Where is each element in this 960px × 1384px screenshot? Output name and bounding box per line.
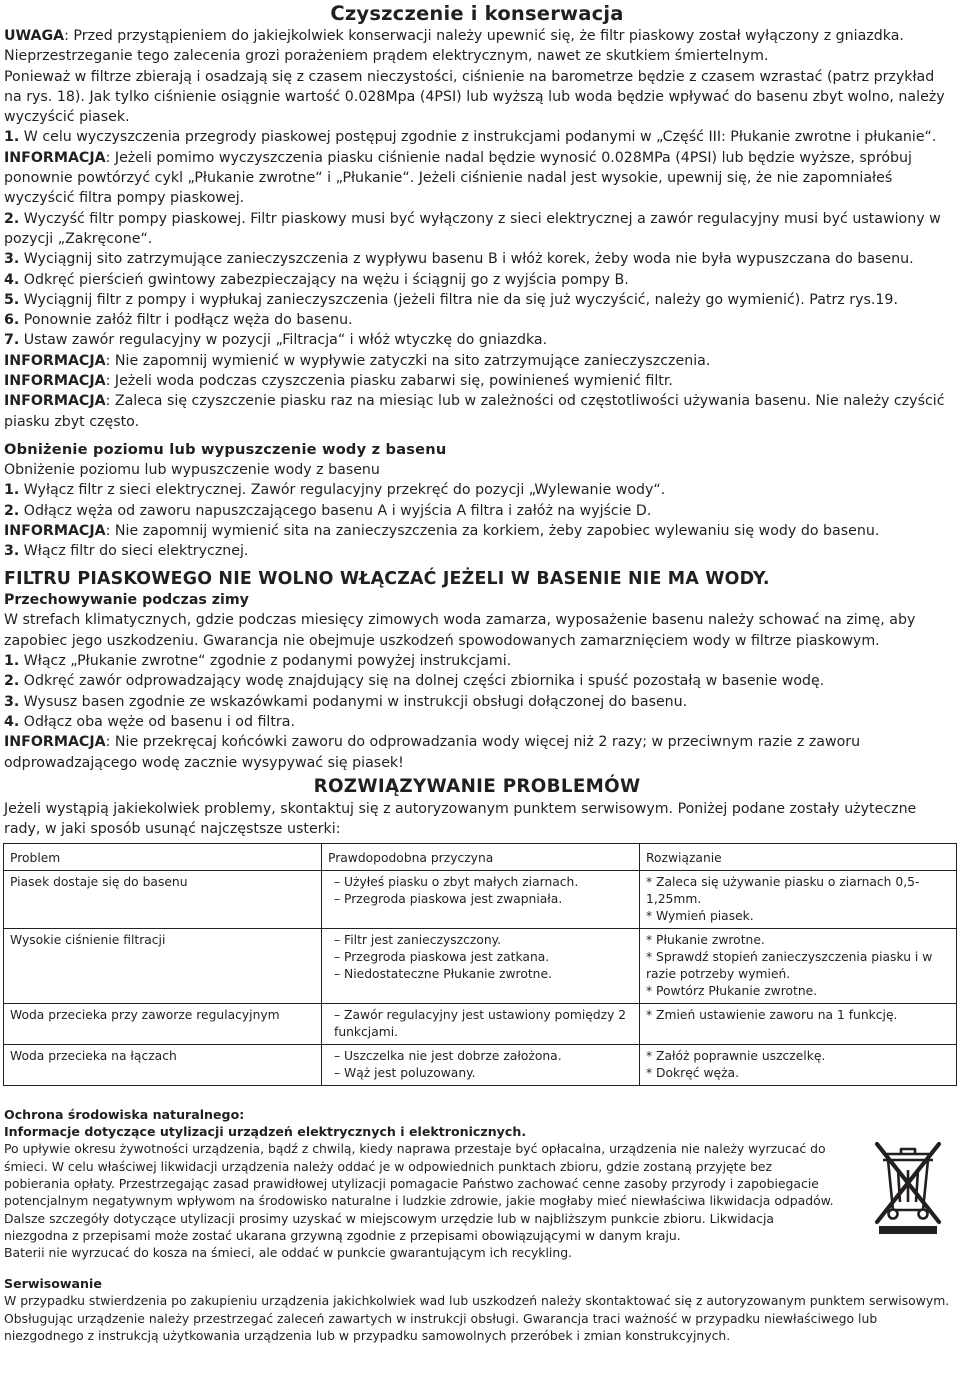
step-number: 5.: [4, 291, 20, 308]
cleaning-step-6: [4, 310, 950, 330]
step-text: Ponownie załóż filtr i podłącz węża do basenu.: [19, 312, 353, 329]
winter-heading: Przechowywanie podczas zimy: [4, 592, 249, 609]
cause-cell: [322, 1045, 640, 1086]
winter-intro: W strefach klimatycznych, gdzie podczas miesięcy zimowych woda zamarza, wyposażenie basenu należy schować na zimę, aby zapobiec jego uszkodzeniu. Gwarancja nie obejmuje uszkodzeń spowodowanych zamarznięciem wody w filtrze piaskowym.: [4, 612, 916, 649]
info-label: INFORMACJA: [4, 393, 106, 410]
table-row: [4, 1004, 957, 1045]
problem-cell: Woda przecieka na łączach: [4, 1045, 322, 1086]
cleaning-step-4: [4, 270, 950, 290]
environment-heading: Ochrona środowiska naturalnego:: [4, 1107, 245, 1123]
lowering-section: [4, 460, 950, 561]
table-row: [4, 871, 957, 929]
step-number: 2.: [4, 673, 20, 690]
warning-paragraph: [4, 26, 950, 67]
cleaning-intro: Ponieważ w filtrze zbierają i osadzają się z czasem nieczystości, ciśnienie na barometrze będzie z czasem wzrastać (patrz przykład na rys. 18). Jak tylko ciśnienie osiągnie wartość 0.028Mpa (4PSI) lub wyższą lub woda będzie wpływać do basenu zbyt wolno, należy wyczyścić piasek.: [4, 68, 945, 126]
step-text: Wyciągnij filtr z pompy i wypłukaj zanieczyszczenia (jeżeli filtra nie da się już wyczyścić, należy go wymienić). Patrz rys.19.: [19, 291, 898, 308]
step-text: Ustaw zawór regulacyjny w pozycji „Filtracja“ i włóż wtyczkę do gniazdka.: [19, 332, 548, 349]
cleaning-step-7: [4, 330, 950, 350]
table-row: [4, 929, 957, 1004]
cause-item: – Przegroda piaskowa jest zwapniała.: [334, 892, 563, 907]
page-title: Czyszczenie i konserwacja: [330, 2, 624, 25]
cause-cell: [322, 871, 640, 929]
step-text: Włącz „Płukanie zwrotne“ zgodnie z podanymi powyżej instrukcjami.: [19, 653, 512, 670]
winter-step-3: [4, 692, 950, 712]
lowering-step-3: [4, 541, 950, 561]
table-header-row: [4, 844, 957, 871]
winter-info: [4, 732, 950, 773]
step-number: 3.: [4, 543, 20, 560]
info-label: INFORMACJA: [4, 373, 106, 390]
column-header: Prawdopodobna przyczyna: [322, 844, 640, 871]
crossed-out-wheelie-bin-icon: [871, 1140, 945, 1236]
step-number: 1.: [4, 653, 20, 670]
step-text: Odkręć pierścień gwintowy zabezpieczający na wężu i ściągnij go z wyjścia pompy B.: [19, 271, 629, 288]
step-text: Włącz filtr do sieci elektrycznej.: [19, 543, 249, 560]
winter-step-4: [4, 712, 950, 732]
cause-cell: [322, 1004, 640, 1045]
problem-cell: Wysokie ciśnienie filtracji: [4, 929, 322, 1004]
step-text: W celu wyczyszczenia przegrody piaskowej postępuj zgodnie z instrukcjami podanymi w „Część III: Płukanie zwrotne i płukanie“.: [19, 129, 937, 146]
lowering-heading: Obniżenie poziomu lub wypuszczenie wody z basenu: [4, 440, 447, 458]
step-text: Odłącz oba węże od basenu i od filtra.: [19, 713, 295, 730]
lowering-step-1: [4, 480, 950, 500]
solution-cell: [640, 1045, 957, 1086]
service-text: W przypadku stwierdzenia po zakupieniu urządzenia jakichkolwiek wad lub uszkodzeń należy skontaktować się z autoryzowanym punktem serwisowym. Obsługując urządzenie należy przestrzegać zaleceń zawartych w instrukcji obsługi. Gwarancja traci ważność w przypadku niewłaściwego lub niezgodnego z instrukcją użytkowania urządzenia lub w przypadku samowolnych przeróbek i zmian konstrukcyjnych.: [4, 1293, 950, 1344]
solution-item: * Powtórz Płukanie zwrotne.: [646, 984, 818, 999]
dry-run-warning: FILTRU PIASKOWEGO NIE WOLNO WŁĄCZAĆ JEŻELI W BASENIE NIE MA WODY.: [4, 569, 770, 590]
winter-section: [4, 610, 950, 772]
cleaning-step-2: [4, 209, 950, 250]
info-text: : Nie przekręcaj końcówki zaworu do odprowadzania wody więcej niż 2 razy; w przeciwnym razie z zaworu odprowadzającego wodę zacznie wysypywać się piasek!: [4, 734, 861, 771]
problem-cell: Piasek dostaje się do basenu: [4, 871, 322, 929]
table-row: [4, 1045, 957, 1086]
cause-item: – Uszczelka nie jest dobrze założona.: [334, 1049, 562, 1064]
info-text: : Nie zapomnij wymienić w wypływie zatyczki na sito zatrzymujące zanieczyszczenia.: [105, 352, 711, 369]
step-number: 1.: [4, 482, 20, 499]
warning-label: UWAGA: [4, 28, 65, 44]
solution-cell: [640, 929, 957, 1004]
cleaning-section: [4, 26, 950, 432]
column-header: Problem: [4, 844, 322, 871]
cause-item: – Zawór regulacyjny jest ustawiony pomiędzy 2 funkcjami.: [334, 1008, 627, 1040]
solution-item: * Załóż poprawnie uszczelkę.: [646, 1049, 826, 1064]
step-text: Wyczyść filtr pompy piaskowej. Filtr piaskowy musi być wyłączony z sieci elektrycznej a zawór regulacyjny musi być ustawiony w pozycji „Zakręcone“.: [4, 210, 941, 247]
step-number: 6.: [4, 312, 20, 329]
solution-item: * Sprawdź stopień zanieczyszczenia piasku i w razie potrzeby wymień.: [646, 950, 933, 982]
cause-item: – Przegroda piaskowa jest zatkana.: [334, 950, 550, 965]
solution-item: * Płukanie zwrotne.: [646, 933, 765, 948]
step-text: Wysusz basen zgodnie ze wskazówkami podanymi w instrukcji obsługi dołączonej do basenu.: [19, 693, 688, 710]
battery-note: Baterii nie wyrzucać do kosza na śmieci, ale oddać w punkcie gwarantującym ich recykling.: [4, 1245, 572, 1261]
lowering-info: [4, 521, 950, 541]
solution-cell: [640, 1004, 957, 1045]
cause-item: – Użyłeś piasku o zbyt małych ziarnach.: [334, 875, 579, 890]
document-page: [4, 0, 950, 1344]
winter-step-1: [4, 651, 950, 671]
step-text: Odkręć zawór odprowadzający wodę znajdujący się na dolnej części zbiornika i spuść pozostałą w basenie wodę.: [19, 673, 825, 690]
solution-item: * Zaleca się używanie piasku o ziarnach 0,5-1,25mm.: [646, 875, 920, 907]
step-number: 2.: [4, 210, 20, 227]
solution-cell: [640, 871, 957, 929]
solution-item: * Dokręć węża.: [646, 1066, 739, 1081]
cause-cell: [322, 929, 640, 1004]
step-text: Odłącz węża od zaworu napuszczającego basenu A i wyjścia A filtra i załóż na wyjście D.: [19, 502, 652, 519]
step-number: 3.: [4, 251, 20, 268]
step-number: 4.: [4, 271, 20, 288]
lowering-step-2: [4, 501, 950, 521]
info-text: : Nie zapomnij wymienić sita na zanieczyszczenia za korkiem, żeby zapobiec wylewaniu się wody do basenu.: [105, 522, 880, 539]
troubleshooting-table: [3, 843, 957, 1086]
step-number: 1.: [4, 129, 20, 146]
step-number: 2.: [4, 502, 20, 519]
step-text: Wyłącz filtr z sieci elektrycznej. Zawór regulacyjny przekręć do pozycji „Wylewanie wody“.: [19, 482, 666, 499]
service-section: [4, 1275, 950, 1344]
problem-cell: Woda przecieka przy zaworze regulacyjnym: [4, 1004, 322, 1045]
troubleshooting-intro: Jeżeli wystąpią jakiekolwiek problemy, skontaktuj się z autoryzowanym punktem serwisowym. Poniżej podane zostały użyteczne rady, w jaki sposób usunąć najczęstsze usterki:: [4, 800, 917, 838]
cleaning-info-4: [4, 391, 950, 432]
step-text: Wyciągnij sito zatrzymujące zanieczyszczenia z wypływu basenu B i włóż korek, żeby woda nie była wypuszczana do basenu.: [19, 251, 914, 268]
environment-section: [4, 1106, 950, 1261]
info-text: : Zaleca się czyszczenie piasku raz na miesiąc lub w zależności od częstotliwości używania basenu. Nie należy czyścić piasku zbyt często.: [4, 393, 945, 430]
warning-text: : Przed przystąpieniem do jakiejkolwiek konserwacji należy upewnić się, że filtr piaskowy został wyłączony z gniazdka. Nieprzestrzeganie tego zalecenia grozi porażeniem prądem elektrycznym, nawet ze skutkiem śmiertelnym.: [4, 28, 904, 65]
environment-subheading: Informacje dotyczące utylizacji urządzeń elektrycznych i elektronicznych.: [4, 1124, 527, 1140]
cause-item: – Filtr jest zanieczyszczony.: [334, 933, 502, 948]
info-label: INFORMACJA: [4, 734, 106, 751]
cleaning-info-1: [4, 148, 950, 209]
info-label: INFORMACJA: [4, 352, 106, 369]
cleaning-step-1: [4, 127, 950, 147]
info-text: : Jeżeli pomimo wyczyszczenia piasku ciśnienie nadal będzie wynosić 0.028MPa (4PSI) lub będzie wyższe, spróbuj ponownie powtórzyć cykl „Płukanie zwrotne“ i „Płukanie“. Jeżeli ciśnienie nadal jest wysokie, upewnij się, że nie zapomniałeś wyczyścić filtra pompy piaskowej.: [4, 149, 912, 207]
solution-item: * Wymień piasek.: [646, 909, 754, 924]
cleaning-info-3: [4, 371, 950, 391]
info-label: INFORMACJA: [4, 149, 106, 166]
step-number: 7.: [4, 332, 20, 349]
cleaning-info-2: [4, 351, 950, 371]
column-header: Rozwiązanie: [640, 844, 957, 871]
cause-item: – Wąż jest poluzowany.: [334, 1066, 476, 1081]
info-text: : Jeżeli woda podczas czyszczenia piasku zabarwi się, powinieneś wymienić filtr.: [105, 373, 673, 390]
troubleshooting-heading: ROZWIĄZYWANIE PROBLEMÓW: [313, 775, 641, 797]
lowering-subtitle: Obniżenie poziomu lub wypuszczenie wody z basenu: [4, 461, 380, 478]
service-heading: Serwisowanie: [4, 1276, 102, 1292]
info-label: INFORMACJA: [4, 522, 106, 539]
cause-item: – Niedostateczne Płukanie zwrotne.: [334, 967, 552, 982]
step-number: 3.: [4, 693, 20, 710]
cleaning-step-3: [4, 249, 950, 269]
solution-item: * Zmień ustawienie zaworu na 1 funkcję.: [646, 1008, 898, 1023]
cleaning-step-5: [4, 290, 950, 310]
environment-text: Po upływie okresu żywotności urządzenia, bądź z chwilą, kiedy naprawa przestaje być opłacalna, urządzenia nie należy wyrzucać do śmieci. W celu właściwej likwidacji urządzenia należy oddać je w odpowiednich punktach zbioru, gdzie zostaną przyjęte bez pobierania opłaty. Przestrzegając zasad prawidłowej utylizacji pomagacie Państwo zachować cenne zasoby przyrody i zapobiegacie potencjalnym negatywnym wpływom na środowisko naturalne i ludzkie zdrowie, jakie mogłaby mieć niewłaściwa likwidacja odpadów. Dalsze szczegóły dotyczące utylizacji prosimy uzyskać w miejscowym urzędzie lub w najbliższym punkcie zbioru. Likwidacja niezgodna z przepisami może zostać ukarana grzywną zgodnie z przepisami obowiązującymi w danym kraju.: [4, 1141, 834, 1243]
winter-step-2: [4, 671, 950, 691]
step-number: 4.: [4, 713, 20, 730]
